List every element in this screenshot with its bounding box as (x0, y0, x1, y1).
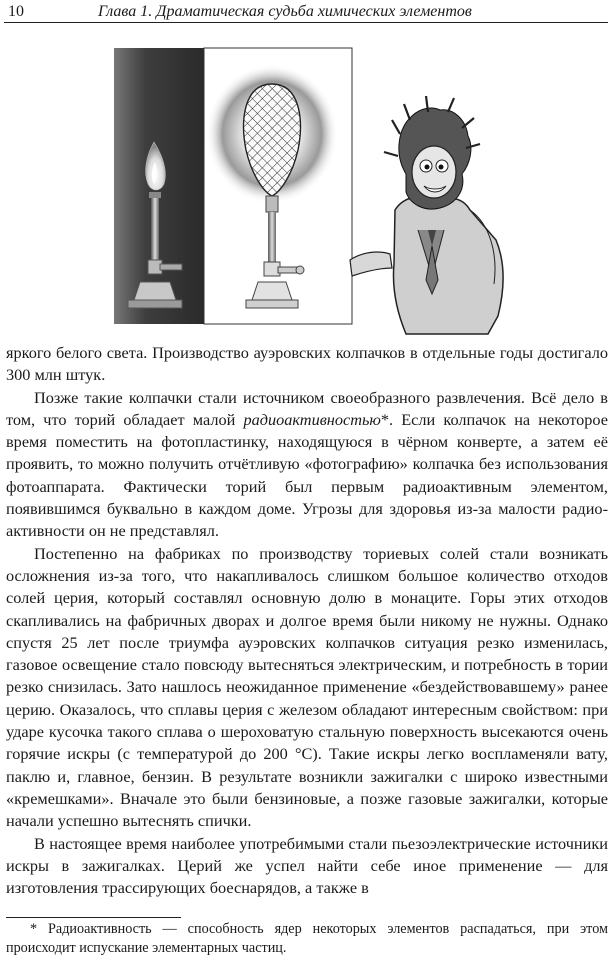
text-run: В настоящее время наиболее употребимыми стали пьезоэлектрические источники искры в зажигалках. Церий же успел найти себе иное применение — для изготовления трассирующих боеснарядов, а также в (6, 833, 608, 898)
text-run: Постепенно на фабриках по производству ториевых солей стали возникать осложнения из-за того, что накапливалось слишком большое количество отходов солей церия, который составлял основную долю в монаците. Горы этих отходов скапливались на фабричных дворах и долгое время были никому не нужны. Однако спустя 25 лет после триумфа ауэровских колпачков ситуация резко изменилась, газовое освещение стало повсюду вытесняться электрическим, и потребность в тории резко снизилась. Зато нашлось неожиданное применение «бездействовавшему» ранее церию. Оказалось, что сплавы церия с железом обладают интересным свойством: при ударе кусочка такого сплава о шероховатую стальную поверхность высекаются очень горячие искры (с температурой до 200 °C). Такие искры легко воспламеняли вату, паклю и, главное, бензин. В результате возникли зажигалки с широко известными «кремешками». Вначале это были бензиновые, а позже газовые зажигалки, которые начали успешно вытеснять спички. (6, 543, 608, 831)
paragraph (6, 342, 608, 387)
footnote-rule (6, 917, 181, 918)
paragraph (6, 387, 608, 543)
italic-term: радиоактивностью (243, 409, 381, 429)
illustration (0, 24, 616, 340)
illustration-svg (0, 24, 616, 340)
text-run: *. Если колпачок на некоторое время поместить на фотопластинку, находящуюся в чёрном конверте, а затем её проявить, то можно получить отчётливую «фотографию» колпачка без использования фотоаппарата. Фактически торий был первым радиоактивным элементом, появившимся буквально в каждом доме. Угрозы для здоровья из-за малости радиоактивности он не представлял. (6, 409, 608, 541)
gas-mantle-lamp-icon (204, 48, 352, 324)
page-number: 10 (8, 3, 24, 20)
body-text (6, 342, 608, 899)
paragraph (6, 833, 608, 900)
running-title: Глава 1. Драматическая судьба химических элементов (98, 3, 472, 20)
footnote: * Радиоактивность — способность ядер некоторых элементов распадаться, при этом происходит испускание элементарных частиц. (6, 921, 608, 956)
text-run: Позже такие колпачки стали источником своеобразного развлечения. Всё дело в том, что торий обладает малой (6, 387, 608, 429)
cartoon-scientist-icon (350, 96, 503, 334)
header-rule (4, 22, 608, 23)
paragraph (6, 543, 608, 833)
running-header (4, 2, 608, 22)
bunsen-burner-flame-icon (114, 48, 204, 324)
text-run: яркого белого света. Производство ауэровских колпачков в отдельные годы достигало 300 млн штук. (6, 343, 608, 385)
